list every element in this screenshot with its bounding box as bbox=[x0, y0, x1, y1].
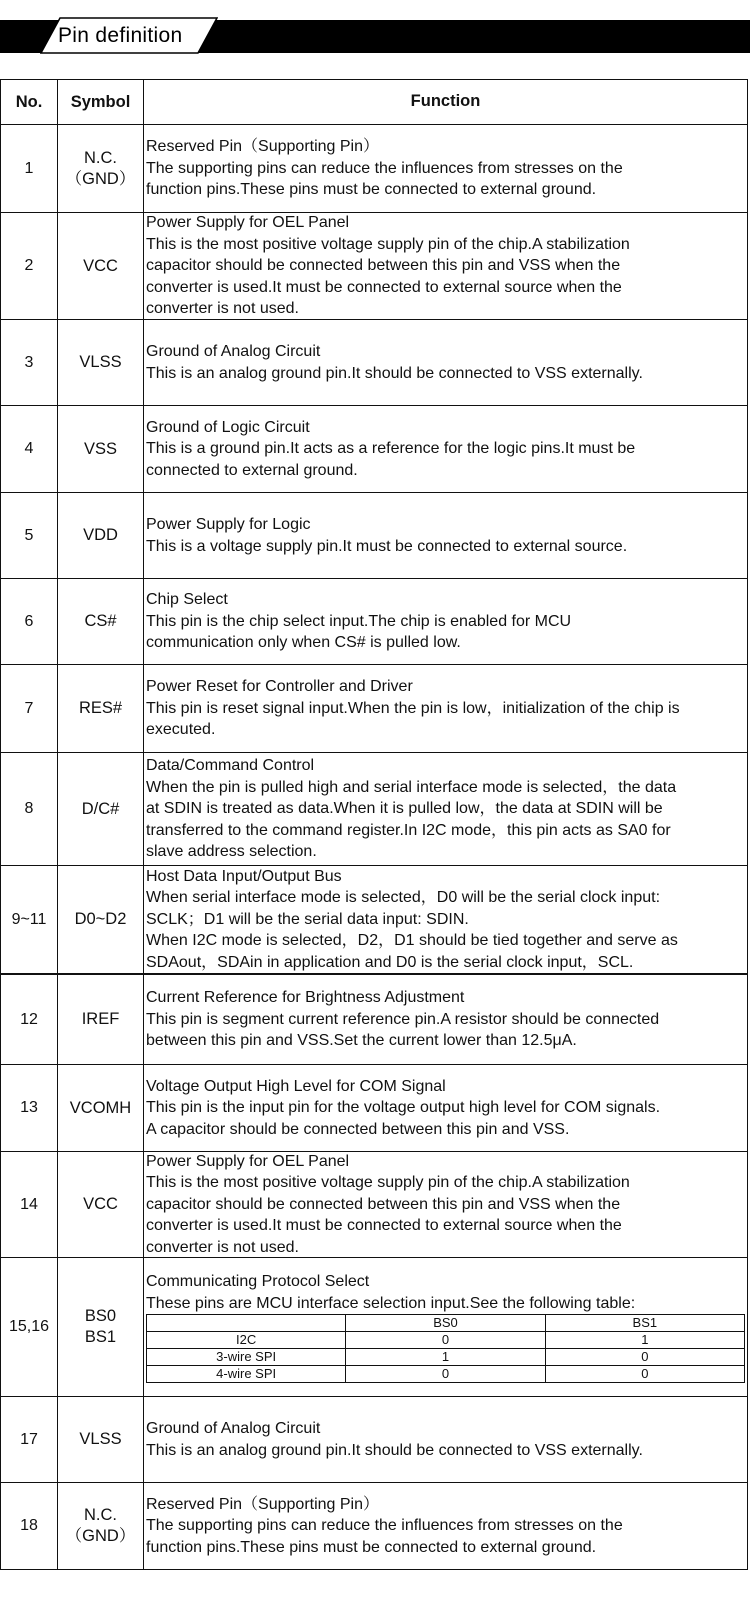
pin-function bbox=[144, 1483, 747, 1569]
function-description-line: The supporting pins can reduce the influences from stresses on the bbox=[146, 159, 623, 177]
table-row bbox=[0, 1257, 748, 1396]
function-title: Power Supply for Logic bbox=[146, 516, 311, 533]
bs-table-cell: 0 bbox=[346, 1332, 545, 1349]
function-title: Communicating Protocol Select bbox=[146, 1273, 370, 1290]
function-description-line: between this pin and VSS.Set the current lower than 12.5μA. bbox=[146, 1032, 577, 1050]
function-title: Ground of Analog Circuit bbox=[146, 1420, 321, 1437]
function-description-line: This pin is the input pin for the voltage output high level for COM signals. bbox=[146, 1099, 661, 1117]
pin-function bbox=[144, 866, 747, 973]
function-description-line: When serial interface mode is selected，D0 will be the serial clock input: bbox=[146, 889, 661, 907]
table-row bbox=[0, 1482, 748, 1570]
pin-number: 9~11 bbox=[1, 866, 58, 973]
function-title: Power Supply for OEL Panel bbox=[146, 214, 350, 232]
pin-symbol bbox=[58, 665, 144, 752]
pin-number: 8 bbox=[1, 753, 58, 865]
pin-symbol-line: BS1 bbox=[84, 1328, 117, 1346]
function-description-line: This pin is the chip select input.The chip is enabled for MCU bbox=[146, 612, 572, 630]
bs-table-cell: 3-wire SPI bbox=[147, 1349, 346, 1366]
function-description-line: A capacitor should be connected between this pin and VSS. bbox=[146, 1120, 570, 1138]
pin-symbol bbox=[58, 213, 144, 319]
function-description-line: at SDIN is treated as data.When it is pulled low，the data at SDIN will be bbox=[146, 800, 663, 818]
pin-symbol-line: VCOMH bbox=[69, 1098, 132, 1117]
pin-function bbox=[144, 579, 747, 664]
function-description-line: This is an analog ground pin.It should be connected to VSS externally. bbox=[146, 1441, 643, 1459]
function-description-line: converter is not used. bbox=[146, 300, 299, 318]
function-description-line: The supporting pins can reduce the influences from stresses on the bbox=[146, 1517, 623, 1535]
pin-number: 4 bbox=[1, 406, 58, 492]
bs-table-row bbox=[147, 1366, 745, 1383]
function-description-line: This is the most positive voltage supply pin of the chip.A stabilization bbox=[146, 1174, 630, 1192]
table-row bbox=[0, 973, 748, 1064]
table-row bbox=[0, 578, 748, 664]
function-description-line: This pin is segment current reference pin.A resistor should be connected bbox=[146, 1010, 660, 1028]
pin-symbol-line: IREF bbox=[81, 1010, 120, 1028]
pin-symbol bbox=[58, 579, 144, 664]
pin-symbol bbox=[58, 1258, 144, 1396]
function-description-line: When I2C mode is selected，D2，D1 should be tied together and serve as bbox=[146, 932, 678, 950]
pin-symbol bbox=[58, 866, 144, 973]
pin-number: 17 bbox=[1, 1397, 58, 1482]
pin-function bbox=[144, 320, 747, 405]
pin-symbol-line: RES# bbox=[78, 699, 123, 717]
function-description-line: converter is used.It must be connected to external source when the bbox=[146, 1217, 622, 1235]
table-row bbox=[0, 865, 748, 973]
pin-symbol bbox=[58, 975, 144, 1064]
column-header-no: No. bbox=[1, 80, 58, 124]
pin-symbol-line: （GND） bbox=[65, 169, 136, 188]
bs-table-cell: BS1 bbox=[545, 1315, 744, 1332]
pin-symbol bbox=[58, 753, 144, 865]
function-description-line: connected to external ground. bbox=[146, 461, 358, 479]
bs-table-header-row bbox=[147, 1315, 745, 1332]
function-description-line: This is the most positive voltage supply pin of the chip.A stabilization bbox=[146, 235, 630, 253]
pin-symbol bbox=[58, 1152, 144, 1257]
function-description-line: communication only when CS# is pulled low. bbox=[146, 634, 461, 652]
pin-number: 5 bbox=[1, 493, 58, 578]
bs-table-cell: 0 bbox=[545, 1349, 744, 1366]
pin-symbol-line: N.C. bbox=[84, 1506, 117, 1524]
table-row bbox=[0, 405, 748, 492]
table-row bbox=[0, 1064, 748, 1151]
bs-table-row bbox=[147, 1349, 745, 1366]
function-description-line: This pin is reset signal input.When the pin is low，initialization of the chip is bbox=[146, 699, 680, 717]
function-description-line: This is an analog ground pin.It should be connected to VSS externally. bbox=[146, 364, 643, 382]
pin-number: 2 bbox=[1, 213, 58, 319]
function-title: Power Reset for Controller and Driver bbox=[146, 678, 413, 696]
bs-table-cell: 4-wire SPI bbox=[147, 1366, 346, 1383]
pin-symbol-line: N.C. bbox=[84, 148, 117, 167]
page-title: Pin definition bbox=[58, 24, 183, 47]
function-description-line: converter is not used. bbox=[146, 1238, 299, 1256]
function-description-line: When the pin is pulled high and serial interface mode is selected，the data bbox=[146, 778, 677, 796]
pin-symbol-line: （GND） bbox=[65, 1527, 136, 1545]
function-title: Current Reference for Brightness Adjustment bbox=[146, 989, 465, 1007]
bs-table-cell: I2C bbox=[147, 1332, 346, 1349]
pin-symbol bbox=[58, 1397, 144, 1482]
pin-number: 6 bbox=[1, 579, 58, 664]
function-description-line: function pins.These pins must be connected to external ground. bbox=[146, 181, 597, 199]
pin-symbol bbox=[58, 125, 144, 212]
function-title: Data/Command Control bbox=[146, 757, 315, 775]
pin-symbol bbox=[58, 406, 144, 492]
function-description-line: capacitor should be connected between this pin and VSS when the bbox=[146, 1195, 621, 1213]
table-header-row bbox=[0, 79, 748, 124]
function-title: Reserved Pin（Supporting Pin） bbox=[146, 138, 380, 156]
pin-function bbox=[144, 753, 747, 865]
function-title: Reserved Pin（Supporting Pin） bbox=[146, 1495, 380, 1513]
table-row bbox=[0, 1151, 748, 1257]
pin-symbol bbox=[58, 1065, 144, 1151]
function-title: Voltage Output High Level for COM Signal bbox=[146, 1077, 446, 1095]
pin-function bbox=[144, 493, 747, 578]
pin-function bbox=[144, 1397, 747, 1482]
function-title: Ground of Analog Circuit bbox=[146, 343, 321, 360]
function-description-line: executed. bbox=[146, 721, 216, 739]
table-row bbox=[0, 319, 748, 405]
pin-symbol-line: CS# bbox=[84, 612, 117, 630]
pin-symbol-line: VSS bbox=[83, 439, 118, 458]
table-row bbox=[0, 1396, 748, 1482]
pin-function bbox=[144, 1065, 747, 1151]
pin-symbol-line: VDD bbox=[83, 526, 118, 544]
pin-symbol-line: VLSS bbox=[79, 353, 122, 371]
function-description-line: SDAout，SDAin in application and D0 is the serial clock input，SCL. bbox=[146, 953, 634, 971]
pin-definition-table bbox=[0, 79, 748, 1570]
function-description-line: This is a voltage supply pin.It must be connected to external source. bbox=[146, 537, 628, 555]
function-title: Power Supply for OEL Panel bbox=[146, 1152, 350, 1170]
bs-table-row bbox=[147, 1332, 745, 1349]
pin-symbol-line: VLSS bbox=[79, 1430, 122, 1448]
function-title: Ground of Logic Circuit bbox=[146, 418, 310, 436]
function-description-line: transferred to the command register.In I2C mode，this pin acts as SA0 for bbox=[146, 821, 671, 839]
bs-table-cell: 0 bbox=[346, 1366, 545, 1383]
bs-table-cell bbox=[147, 1315, 346, 1332]
table-row bbox=[0, 664, 748, 752]
pin-symbol-line: VCC bbox=[83, 256, 118, 275]
function-description-line: These pins are MCU interface selection input.See the following table: bbox=[146, 1294, 636, 1312]
bs-table-cell: BS0 bbox=[346, 1315, 545, 1332]
table-row bbox=[0, 492, 748, 578]
function-description-line: SCLK；D1 will be the serial data input: SDIN. bbox=[146, 910, 469, 928]
pin-function bbox=[144, 125, 747, 212]
pin-symbol bbox=[58, 1483, 144, 1569]
pin-number: 15,16 bbox=[1, 1258, 58, 1396]
pin-symbol-line: D0~D2 bbox=[74, 910, 127, 928]
pin-function bbox=[144, 1152, 747, 1257]
function-title: Chip Select bbox=[146, 591, 228, 609]
function-description-line: converter is used.It must be connected to external source when the bbox=[146, 278, 622, 296]
pin-symbol bbox=[58, 493, 144, 578]
pin-number: 7 bbox=[1, 665, 58, 752]
function-description-line: This is a ground pin.It acts as a reference for the logic pins.It must be bbox=[146, 440, 636, 458]
pin-function bbox=[144, 406, 747, 492]
bs-selection-table bbox=[146, 1314, 745, 1383]
function-description-line: slave address selection. bbox=[146, 843, 317, 861]
pin-number: 3 bbox=[1, 320, 58, 405]
pin-number: 12 bbox=[1, 975, 58, 1064]
function-description-line: capacitor should be connected between this pin and VSS when the bbox=[146, 257, 621, 275]
table-row bbox=[0, 752, 748, 865]
pin-symbol-line: D/C# bbox=[81, 799, 120, 818]
pin-number: 1 bbox=[1, 125, 58, 212]
pin-symbol-line: VCC bbox=[83, 1195, 118, 1213]
pin-function bbox=[144, 213, 747, 319]
bs-table-cell: 1 bbox=[545, 1332, 744, 1349]
pin-symbol-line: BS0 bbox=[84, 1307, 117, 1325]
bs-table-cell: 0 bbox=[545, 1366, 744, 1383]
pin-number: 14 bbox=[1, 1152, 58, 1257]
table-row bbox=[0, 212, 748, 319]
table-row bbox=[0, 124, 748, 212]
function-title: Host Data Input/Output Bus bbox=[146, 867, 342, 885]
bs-table-cell: 1 bbox=[346, 1349, 545, 1366]
pin-symbol bbox=[58, 320, 144, 405]
column-header-function: Function bbox=[410, 92, 481, 111]
function-description-line: function pins.These pins must be connected to external ground. bbox=[146, 1538, 597, 1556]
pin-function bbox=[144, 665, 747, 752]
pin-function bbox=[144, 1258, 747, 1396]
column-header-symbol: Symbol bbox=[58, 80, 144, 124]
pin-function bbox=[144, 975, 747, 1064]
pin-number: 18 bbox=[1, 1483, 58, 1569]
pin-number: 13 bbox=[1, 1065, 58, 1151]
